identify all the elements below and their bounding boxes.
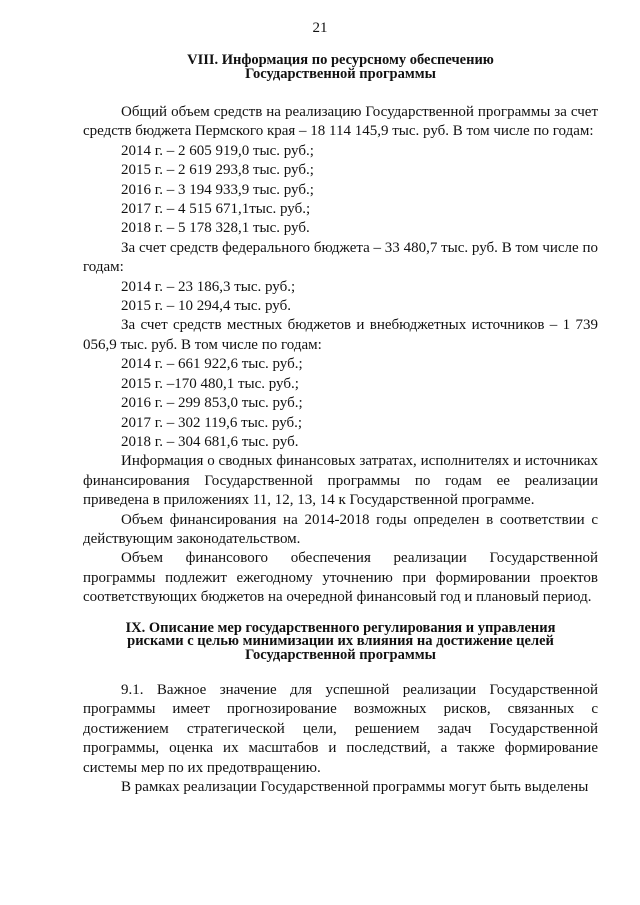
- risk-types-paragraph: В рамках реализации Государственной программы могут быть выделены: [121, 779, 589, 796]
- list-item: 2015 г. –170 480,1 тыс. руб.;: [121, 375, 299, 392]
- federal-funding-paragraph: За счет средств федерального бюджета – 33 480,7 тыс. руб. В том числе по годам:: [83, 239, 598, 276]
- section-8-title-line-2: Государственной программы: [245, 65, 436, 82]
- list-item: 2018 г. – 5 178 328,1 тыс. руб.: [121, 220, 310, 237]
- regional-years-list: [83, 142, 598, 239]
- document-body: [83, 54, 598, 798]
- list-item: 2014 г. – 2 605 919,0 тыс. руб.;: [121, 142, 314, 159]
- section-9-title-line-2: рисками с целью минимизации их влияния на достижение целей: [127, 633, 554, 650]
- volume-paragraph: Объем финансирования на 2014-2018 годы определен в соответствии с действующим законодательством.: [83, 511, 598, 547]
- list-item: 2017 г. – 4 515 671,1тыс. руб.;: [121, 201, 311, 218]
- list-item: 2015 г. – 2 619 293,8 тыс. руб.;: [121, 162, 314, 179]
- section-8-heading: [83, 54, 598, 81]
- list-item: 2014 г. – 661 922,6 тыс. руб.;: [121, 356, 303, 373]
- list-item: 2016 г. – 3 194 933,9 тыс. руб.;: [121, 181, 314, 198]
- local-funding-paragraph: За счет средств местных бюджетов и внебюджетных источников – 1 739 056,9 тыс. руб. В том числе по годам:: [83, 317, 598, 353]
- info-paragraph: Информация о сводных финансовых затратах, исполнителях и источниках финансирования Государственной программы по годам ее реализации приведена в приложениях 11, 12, 13, 14 к Государственной программе.: [83, 453, 598, 509]
- list-item: 2017 г. – 302 119,6 тыс. руб.;: [121, 414, 303, 431]
- total-funding-paragraph: Общий объем средств на реализацию Государственной программы за счет средств бюджета Пермского края – 18 114 145,9 тыс. руб. В том числе по годам:: [83, 104, 598, 140]
- list-item: 2018 г. – 304 681,6 тыс. руб.: [121, 433, 299, 450]
- list-item: 2014 г. – 23 186,3 тыс. руб.;: [121, 278, 296, 295]
- page-number: 21: [312, 20, 328, 36]
- section-9-title-line-3: Государственной программы: [245, 646, 436, 663]
- local-years-list: [83, 355, 598, 452]
- list-item: 2016 г. – 299 853,0 тыс. руб.;: [121, 395, 303, 412]
- section-9-heading: [83, 619, 598, 663]
- list-item: 2015 г. – 10 294,4 тыс. руб.: [121, 298, 291, 315]
- clarify-paragraph: Объем финансового обеспечения реализации Государственной программы подлежит ежегодному уточнению при формировании проектов соответствующих бюджетов на очередной финансовый год и плановый период.: [83, 550, 598, 606]
- federal-years-list: [83, 278, 598, 317]
- section-8-title-line-1: VIII. Информация по ресурсному обеспечению: [187, 52, 494, 68]
- section-9-title-line-1: IX. Описание мер государственного регулирования и управления: [125, 619, 556, 636]
- risk-forecast-paragraph: 9.1. Важное значение для успешной реализации Государственной программы имеет прогнозирование возможных рисков, связанных с достижением стратегической цели, решением задач Государственной программы, оценка их масштабов и последствий, а также формирование системы мер по их предотвращению.: [83, 682, 598, 776]
